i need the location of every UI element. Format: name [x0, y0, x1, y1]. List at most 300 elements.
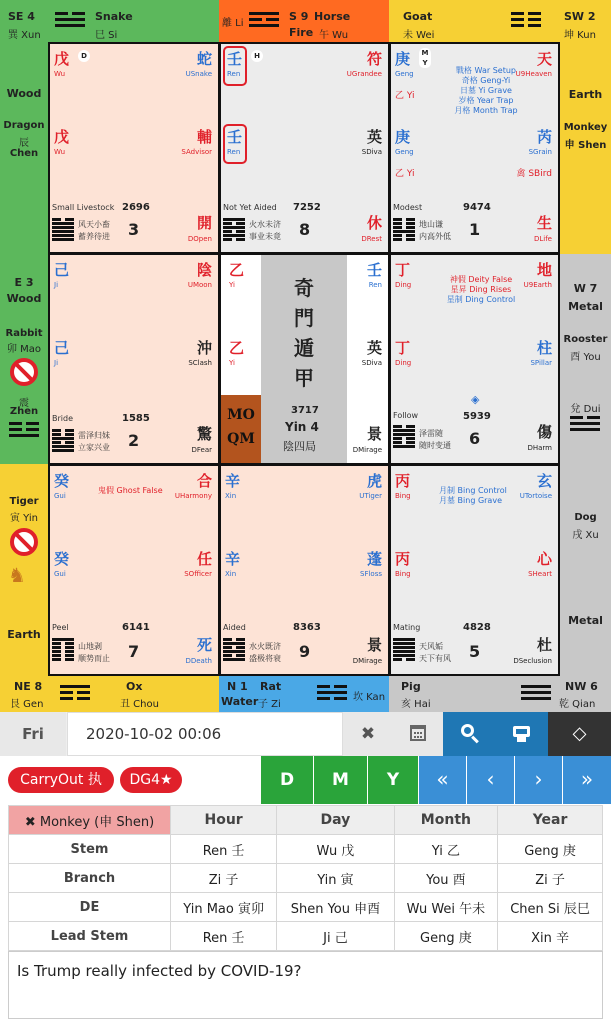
palace-se[interactable] [48, 42, 220, 254]
edge-e-animal: Rabbit [5, 328, 43, 339]
edge-e-trigram2: Zhen [9, 406, 39, 417]
earth-stem: 辛 [225, 550, 241, 568]
star: UTiger [359, 492, 382, 500]
star: UHarmony [174, 492, 212, 500]
star: U9Heaven [515, 70, 552, 78]
door-cn: 死 [196, 636, 212, 654]
trigram-dui-icon [570, 416, 600, 432]
heaven-stem: 庚 [395, 50, 411, 68]
hexagram-name: Modest [393, 203, 423, 212]
table-cell: Ji 己 [277, 922, 394, 951]
deity-cn: 心 [536, 550, 552, 568]
diamond-icon: ◈ [471, 393, 480, 406]
edge-left-top-animal: Dragon [3, 120, 45, 131]
edge-right-bottom-animal: Dog [574, 512, 597, 523]
deity-cn: 沖 [196, 339, 212, 357]
hexagram-name: Peel [52, 623, 69, 632]
edge-se-animal: Snake [95, 10, 133, 23]
sub-stem: 乙 Yi [395, 169, 415, 179]
deity: SFloss [360, 570, 382, 578]
palace-digit: 6 [469, 429, 481, 448]
dg4-button[interactable]: DG4★ [120, 767, 182, 793]
edge-se [0, 0, 219, 42]
trigram-zhen-icon [9, 422, 39, 438]
door-cn: 傷 [536, 423, 552, 441]
edge-sw-animal-cn: 未 Wei [403, 30, 435, 41]
edge-n [219, 676, 389, 712]
table-cell: Yi 乙 [394, 835, 497, 864]
hexagram-icon [393, 218, 415, 242]
hexagram-name: Aided [223, 623, 246, 632]
table-row [9, 922, 603, 951]
table-row [9, 893, 603, 922]
palace-digit: 3 [128, 220, 140, 239]
palace-number: 7252 [293, 202, 321, 213]
edge-right-top [560, 42, 611, 254]
earth-stem-pinyin: Wu [54, 148, 66, 156]
palace-ne[interactable] [48, 464, 220, 676]
door-cn: 生 [536, 214, 552, 232]
prev-button[interactable]: ‹ [467, 756, 514, 804]
earth-stem-pinyin: Ji [54, 359, 59, 367]
note: 星制 Ding Control [446, 295, 516, 304]
earth-stem-pinyin: Gui [54, 570, 66, 578]
row-label: DE [9, 893, 171, 922]
edge-left-top-animal-cn: 辰 [19, 138, 29, 149]
next-button[interactable]: › [515, 756, 562, 804]
edge-w-animal-cn: 酉 You [570, 352, 601, 363]
edge-se-code: SE 4 [8, 10, 35, 23]
first-button[interactable]: « [419, 756, 466, 804]
day-mode-button[interactable]: D [261, 756, 313, 804]
heaven-stem-pinyin: Gui [54, 492, 66, 500]
date-toolbar [0, 712, 611, 756]
table-cell: Ren 壬 [171, 835, 277, 864]
heaven-stem-pinyin: Bing [395, 492, 411, 500]
star-cn: 玄 [536, 472, 552, 490]
door-cn: 休 [366, 214, 382, 232]
column-header: Year [498, 806, 603, 835]
hexagram-cn2: 盛极将衰 [249, 654, 281, 663]
note: 月制 Bing Control [439, 486, 507, 495]
door-cn: 驚 [196, 425, 212, 443]
edge-nw-animal: Pig [401, 680, 421, 693]
star: UMoon [187, 281, 212, 289]
trigram-kun-icon [511, 12, 541, 28]
palace-digit: 1 [469, 220, 481, 239]
hexagram-cn2: 天下有风 [419, 654, 451, 663]
edge-right-bottom-animal-cn: 戌 Xu [572, 530, 599, 541]
trigram-gen-icon [60, 685, 90, 701]
edge-ne-code: NE 8 [14, 680, 43, 693]
earth-stem: 乙 [229, 339, 245, 357]
door: DHarm [527, 444, 552, 452]
star-cn: 蛇 [196, 50, 212, 68]
heaven-stem: 丁 [395, 261, 411, 279]
door: DFear [191, 446, 212, 454]
year-mode-button[interactable]: Y [368, 756, 418, 804]
palace-sw[interactable] [389, 42, 560, 254]
edge-left-bottom-animal-cn: 寅 Yin [9, 513, 39, 524]
forbidden-icon [10, 358, 38, 386]
hexagram-cn2: 蓄养待进 [78, 232, 110, 241]
edge-s-animal-cn: 午 Wu [319, 30, 349, 41]
edge-left-top-animal2: Chen [9, 148, 39, 159]
note: 岁格 Year Trap [458, 96, 514, 105]
edge-w-code: W 7 [573, 282, 598, 295]
palace-number: 9474 [463, 202, 491, 213]
palace-digit: 8 [299, 220, 311, 239]
hexagram-cn: 雷泽归妹 [78, 431, 110, 440]
edge-se-trigram: 巽 Xun [8, 30, 41, 41]
edge-s [219, 0, 389, 42]
heaven-stem-pinyin: Ding [395, 281, 412, 289]
title-char: 甲 [294, 366, 314, 390]
note: 日墓 Yi Grave [460, 86, 512, 95]
edge-nw-trigram: 乾 Qian [559, 699, 596, 710]
table-row [9, 835, 603, 864]
door: DMirage [352, 657, 382, 665]
hexagram-name: Not Yet Aided [223, 203, 277, 212]
earth-stem: 丙 [395, 550, 411, 568]
star-cn: 天 [536, 50, 552, 68]
deity: SDiva [361, 359, 382, 367]
title-char: 奇 [294, 276, 314, 300]
hexagram-cn: 火水未济 [249, 220, 281, 229]
earth-stem-pinyin: Geng [395, 148, 414, 156]
row-label: Stem [9, 835, 171, 864]
table-cell: Chen Si 辰巳 [498, 893, 603, 922]
earth-stem-pinyin: Xin [225, 570, 237, 578]
logo-text: MO [227, 407, 255, 423]
diamond-icon[interactable]: ◇ [548, 712, 611, 756]
door: DLife [533, 235, 552, 243]
sub-stem: 乙 Yi [395, 91, 415, 101]
edge-right-top-element: Earth [568, 88, 603, 101]
palace-n[interactable] [219, 464, 390, 676]
hexagram-icon [393, 638, 415, 662]
heaven-stem: 丙 [395, 472, 411, 490]
table-cell: Geng 庚 [498, 835, 603, 864]
heaven-stem: 乙 [229, 261, 245, 279]
edge-nw-animal-cn: 亥 Hai [401, 699, 431, 710]
table-cell: Zi 子 [498, 864, 603, 893]
table-cell: Zi 子 [171, 864, 277, 893]
month-mode-button[interactable]: M [314, 756, 367, 804]
palace-number: 4828 [463, 622, 491, 633]
heaven-stem: 壬 [227, 50, 243, 68]
hexagram-name: Bride [52, 414, 73, 423]
palace-number: 5939 [463, 411, 491, 422]
edge-ne-trigram: 艮 Gen [10, 699, 44, 710]
pillars-table [8, 805, 603, 951]
last-button[interactable]: » [563, 756, 611, 804]
earth-stem-pinyin: Bing [395, 570, 411, 578]
edge-right-bottom [560, 464, 611, 676]
earth-stem: 丁 [395, 339, 411, 357]
hexagram-icon [223, 638, 245, 662]
hexagram-cn2: 立家兴业 [78, 443, 110, 452]
edge-ne [0, 676, 219, 712]
edge-e-trigram: 震 [19, 398, 29, 409]
earth-stem-pinyin: Yi [229, 359, 235, 367]
calendar-icon[interactable] [393, 712, 443, 756]
edge-s-animal: Horse [314, 10, 351, 23]
door: DMirage [352, 446, 382, 454]
palace-nw[interactable] [389, 464, 560, 676]
palace-number: 2696 [122, 202, 150, 213]
control-bar [0, 756, 611, 804]
deity-cn: 柱 [536, 339, 552, 357]
note: 神假 Deity False [449, 275, 513, 284]
trigram-qian-icon [521, 685, 551, 701]
title-char: 遁 [294, 336, 314, 360]
table-cell: Wu Wei 午未 [394, 893, 497, 922]
edge-right-bottom-element: Metal [568, 614, 603, 627]
title-char: 門 [294, 306, 314, 330]
table-cell: Xin 辛 [498, 922, 603, 951]
search-button[interactable] [443, 712, 495, 756]
edge-n-code: N 1 [227, 680, 248, 693]
deity-cn: 輔 [196, 128, 212, 146]
table-cell: You 酉 [394, 864, 497, 893]
edge-nw-code: NW 6 [565, 680, 598, 693]
trigram-xun-icon [55, 12, 85, 28]
edge-ne-animal: Ox [126, 680, 143, 693]
palace-w[interactable] [389, 253, 560, 465]
edge-w-trigram: 兌 Dui [570, 404, 601, 415]
star: UTortoise [519, 492, 552, 500]
heaven-stem-pinyin: Geng [395, 70, 414, 78]
palace-e[interactable] [48, 253, 220, 465]
edge-sw-code: SW 2 [564, 10, 596, 23]
palace-number: 6141 [122, 622, 150, 633]
table-header [9, 806, 603, 835]
palace-digit: 2 [128, 431, 140, 450]
column-header: Month [394, 806, 497, 835]
edge-left-bottom-element: Earth [7, 628, 41, 641]
edge-w-animal: Rooster [563, 334, 608, 345]
table-cell: Wu 戊 [277, 835, 394, 864]
carryout-button[interactable]: CarryOut 执 [8, 767, 114, 793]
door: DOpen [187, 235, 212, 243]
edge-s-trigram: 離 Li [222, 18, 244, 29]
edge-left-top [0, 42, 48, 254]
note: 星昇 Ding Rises [450, 285, 512, 294]
palace-digit: 9 [299, 642, 311, 661]
deity-cn: 英 [366, 128, 382, 146]
deity: SHeart [528, 570, 552, 578]
edge-w-element: Metal [568, 300, 603, 313]
heaven-stem: 辛 [225, 472, 241, 490]
edge-right-top-animal: Monkey [563, 122, 608, 133]
deity: SAdvisor [181, 148, 212, 156]
heaven-stem-pinyin: Ji [54, 281, 59, 289]
deity: SGrain [528, 148, 552, 156]
palace-number: 8363 [293, 622, 321, 633]
ju-name: 陰四局 [283, 440, 316, 453]
hexagram-icon [52, 218, 74, 242]
palace-number: 3717 [291, 405, 319, 416]
deity: SOfficer [184, 570, 212, 578]
note: 月格 Month Trap [454, 106, 518, 115]
star-cn: 合 [196, 472, 212, 490]
notes [441, 66, 531, 116]
palace-number: 1585 [122, 413, 150, 424]
earth-stem-pinyin: Ding [395, 359, 412, 367]
star-cn: 符 [366, 50, 382, 68]
question-input[interactable]: Is Trump really infected by COVID-19? [8, 951, 603, 1019]
trigram-li-icon [249, 12, 279, 28]
earth-stem: 戊 [54, 128, 70, 146]
earth-stem: 癸 [54, 550, 70, 568]
deity-secondary: 禽 SBird [516, 169, 552, 179]
hexagram-name: Mating [393, 623, 421, 632]
hexagram-cn: 风天小畜 [78, 220, 110, 229]
month-badge: M [421, 49, 429, 57]
hexagram-cn: 水火既济 [249, 642, 281, 651]
table-row [9, 864, 603, 893]
hexagram-cn2: 随时变通 [419, 441, 451, 450]
door: DDeath [185, 657, 212, 665]
edge-n-element: Water [221, 695, 259, 708]
star: U9Earth [523, 281, 552, 289]
palace-digit: 5 [469, 642, 481, 661]
row-label: Branch [9, 864, 171, 893]
door: DSeclusion [513, 657, 552, 665]
edge-se-animal-cn: 巳 Si [95, 30, 118, 41]
edge-e-animal-cn: 卯 Mao [6, 344, 42, 355]
edge-e-element: Wood [6, 292, 42, 305]
edge-e-code: E 3 [14, 276, 34, 289]
earth-stem: 己 [54, 339, 70, 357]
earth-stem: 壬 [227, 128, 243, 146]
hexagram-name: Small Livestock [52, 203, 115, 212]
door-cn: 開 [196, 214, 212, 232]
star: USnake [185, 70, 212, 78]
table-cell: Shen You 申酉 [277, 893, 394, 922]
note: 鬼假 Ghost False [98, 486, 163, 495]
hexagram-cn2: 内高外低 [419, 232, 451, 241]
edge-s-code: S 9 [289, 10, 309, 23]
horse-icon: ♞ [8, 563, 26, 587]
earth-stem-pinyin: Ren [227, 148, 241, 156]
edge-sw-trigram: 坤 Kun [564, 30, 596, 41]
zodiac-header[interactable]: ✖ Monkey (申 Shen) [9, 806, 171, 835]
star-cn: 虎 [366, 472, 382, 490]
weekday-label: Fri [0, 712, 66, 756]
center-stem: 壬 [366, 261, 382, 279]
note: 月墓 Bing Grave [439, 496, 502, 505]
edge-w [560, 254, 611, 464]
door-cn: 景 [366, 636, 382, 654]
heaven-stem-pinyin: Ren [227, 70, 241, 78]
hexagram-name: Follow [393, 411, 419, 420]
edge-sw-animal: Goat [403, 10, 433, 23]
door-cn: 景 [366, 425, 382, 443]
datetime-input[interactable]: 2020-10-02 00:06 [67, 712, 343, 756]
door: DRest [361, 235, 382, 243]
ju-number: Yin 4 [285, 420, 319, 434]
note: 奇格 Geng-Yi [461, 76, 511, 85]
row-label: Lead Stem [9, 922, 171, 951]
hexagram-icon [52, 638, 74, 662]
notes [439, 486, 507, 506]
deity-cn: 蓬 [366, 550, 382, 568]
heaven-stem: 癸 [54, 472, 70, 490]
close-icon[interactable]: ✖ [343, 712, 393, 756]
month-year-badge [419, 48, 431, 68]
edge-e [0, 254, 48, 464]
table-cell: Yin Mao 寅卯 [171, 893, 277, 922]
heaven-stem: 戊 [54, 50, 70, 68]
edge-left-top-element: Wood [6, 87, 42, 100]
heaven-stem-pinyin: Xin [225, 492, 237, 500]
year-badge: Y [422, 59, 428, 67]
edge-left-bottom-animal: Tiger [9, 496, 39, 507]
deity: SDiva [361, 148, 382, 156]
edge-sw [389, 0, 611, 42]
heaven-stem-pinyin: Yi [229, 281, 235, 289]
deity: SPillar [530, 359, 552, 367]
edge-n-animal-cn: 子 Zi [258, 699, 281, 710]
print-button[interactable] [495, 712, 548, 756]
hexagram-cn: 山地剥 [78, 642, 102, 651]
edge-n-trigram: 坎 Kan [353, 692, 386, 703]
note: 戰格 War Setup [456, 66, 516, 75]
hexagram-icon [393, 425, 415, 449]
hexagram-cn2: 顺势而止 [78, 654, 110, 663]
heaven-stem-pinyin: Wu [54, 70, 66, 78]
table-cell: Ren 壬 [171, 922, 277, 951]
edge-nw [389, 676, 611, 712]
palace-center[interactable] [219, 253, 390, 465]
hexagram-cn: 地山谦 [419, 220, 443, 229]
deity-cn: 英 [366, 339, 382, 357]
logo-text: QM [227, 431, 255, 447]
earth-stem: 庚 [395, 128, 411, 146]
palace-digit: 7 [128, 642, 140, 661]
hour-badge: H [251, 50, 263, 62]
palace-s[interactable] [219, 42, 390, 254]
table-cell: Yin 寅 [277, 864, 394, 893]
table-cell: Geng 庚 [394, 922, 497, 951]
edge-ne-animal-cn: 丑 Chou [120, 699, 159, 710]
center-stem-pinyin: Ren [368, 281, 382, 289]
hexagram-icon [52, 429, 74, 453]
column-header: Hour [171, 806, 277, 835]
forbidden-icon [10, 528, 38, 556]
hexagram-cn2: 事业未竟 [249, 232, 281, 241]
heaven-stem: 己 [54, 261, 70, 279]
edge-n-animal: Rat [260, 680, 282, 693]
door-cn: 杜 [536, 636, 552, 654]
deity-cn: 任 [196, 550, 212, 568]
edge-left-bottom [0, 464, 48, 676]
edge-s-element: Fire [289, 26, 314, 39]
hexagram-icon [223, 218, 245, 242]
moqm-logo[interactable] [221, 395, 261, 463]
deity-cn: 芮 [536, 128, 552, 146]
hexagram-cn: 泽雷随 [419, 429, 443, 438]
star-cn: 地 [536, 261, 552, 279]
star-cn: 陰 [196, 261, 212, 279]
day-badge: D [78, 50, 90, 62]
edge-right-top-animal-cn: 申 Shen [564, 140, 607, 151]
column-header: Day [277, 806, 394, 835]
qimen-title [291, 273, 317, 393]
hexagram-cn: 天风姤 [419, 642, 443, 651]
